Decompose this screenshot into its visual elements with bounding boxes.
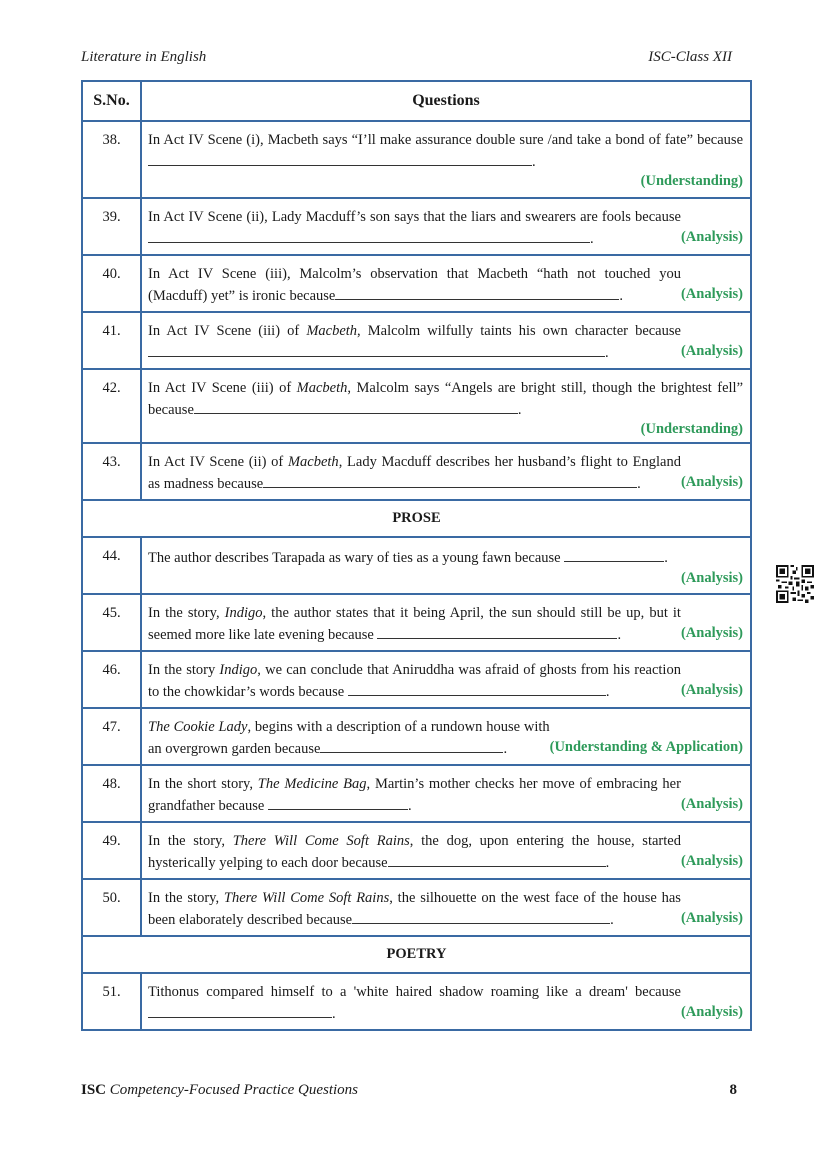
sno-header: S.No.: [82, 81, 141, 121]
question-text: (Analysis) In Act IV Scene (ii) of Macbeth, Lady Macduff describes her husband’s flight to England as madness because .: [141, 443, 751, 500]
question-number: 39.: [82, 198, 141, 255]
answer-blank[interactable]: [268, 795, 408, 810]
answer-blank[interactable]: [148, 342, 605, 357]
question-text: In Act IV Scene (iii) of Macbeth, Malcolm says “Angels are bright still, though the brightest fell” because . (Understanding): [141, 369, 751, 443]
table-row: [82, 537, 751, 594]
question-number: 46.: [82, 651, 141, 708]
table-row: [82, 708, 751, 765]
answer-blank[interactable]: [335, 285, 619, 300]
competency-tag: (Analysis): [680, 852, 743, 869]
answer-blank[interactable]: [377, 624, 617, 639]
competency-tag: (Analysis): [680, 473, 743, 490]
answer-blank[interactable]: [352, 909, 610, 924]
question-text: (Analysis) In the story, There Will Come Soft Rains, the silhouette on the west face of the house has been elaborately described because .: [141, 879, 751, 936]
answer-blank[interactable]: [263, 473, 637, 488]
competency-tag: (Analysis): [680, 342, 743, 359]
table-header-row: [82, 81, 751, 121]
running-header-class: ISC-Class XII: [648, 49, 732, 65]
table-row: [82, 121, 751, 198]
question-text: (Analysis) Tithonus compared himself to a 'white haired shadow roaming like a dream' because .: [141, 973, 751, 1030]
table-row: [82, 879, 751, 936]
competency-tag: (Understanding): [640, 173, 743, 189]
question-text: (Understanding & Application) The Cookie Lady, begins with a description of a rundown house with an overgrown garden because .: [141, 708, 751, 765]
question-number: 47.: [82, 708, 141, 765]
questions-header: Questions: [141, 81, 751, 121]
question-text: (Analysis) In the story Indigo, we can conclude that Aniruddha was afraid of ghosts from his reaction to the chowkidar’s words because .: [141, 651, 751, 708]
answer-blank[interactable]: [564, 547, 664, 562]
table-row: [82, 594, 751, 651]
competency-tag: (Analysis): [680, 285, 743, 302]
question-number: 48.: [82, 765, 141, 822]
question-number: 43.: [82, 443, 141, 500]
question-text: (Analysis) In Act IV Scene (iii), Malcolm’s observation that Macbeth “hath not touched you (Macduff) yet” is ironic because .: [141, 255, 751, 312]
question-text: The author describes Tarapada as wary of ties as a young fawn because . (Analysis): [141, 537, 751, 594]
answer-blank[interactable]: [148, 1003, 332, 1018]
competency-tag: (Analysis): [680, 681, 743, 698]
competency-tag: (Analysis): [680, 909, 743, 926]
section-heading-prose: PROSE: [82, 500, 751, 537]
competency-tag: (Understanding & Application): [549, 738, 743, 755]
question-number: 44.: [82, 537, 141, 594]
table-row: [82, 369, 751, 443]
footer-title: ISC Competency-Focused Practice Questions: [81, 1082, 359, 1098]
questions-table: [81, 80, 752, 1031]
question-text: (Analysis) In the short story, The Medicine Bag, Martin’s mother checks her move of embracing her grandfather because .: [141, 765, 751, 822]
answer-blank[interactable]: [388, 852, 606, 867]
competency-tag: (Analysis): [680, 795, 743, 812]
competency-tag: (Understanding): [640, 421, 743, 437]
answer-blank[interactable]: [194, 399, 518, 414]
section-row-poetry: [82, 936, 751, 973]
answer-blank[interactable]: [320, 738, 503, 753]
page-number: 8: [729, 1082, 737, 1098]
question-number: 49.: [82, 822, 141, 879]
table-row: [82, 255, 751, 312]
section-row-prose: [82, 500, 751, 537]
qr-code-icon: [776, 565, 814, 603]
competency-tag: (Analysis): [680, 569, 743, 586]
answer-blank[interactable]: [148, 228, 590, 243]
table-row: [82, 198, 751, 255]
table-row: [82, 822, 751, 879]
question-number: 51.: [82, 973, 141, 1030]
table-row: [82, 312, 751, 369]
answer-blank[interactable]: [148, 151, 532, 166]
answer-blank[interactable]: [348, 681, 606, 696]
table-row: [82, 765, 751, 822]
competency-tag: (Analysis): [680, 1003, 743, 1020]
question-text: (Analysis) In Act IV Scene (ii), Lady Macduff’s son says that the liars and swearers are fools because.: [141, 198, 751, 255]
table-row: [82, 973, 751, 1030]
question-number: 50.: [82, 879, 141, 936]
question-text: In Act IV Scene (i), Macbeth says “I’ll make assurance double sure /and take a bond of fate” because. (Understanding): [141, 121, 751, 198]
question-text: (Analysis) In Act IV Scene (iii) of Macbeth, Malcolm wilfully taints his own character because.: [141, 312, 751, 369]
question-number: 38.: [82, 121, 141, 198]
competency-tag: (Analysis): [680, 624, 743, 641]
competency-tag: (Analysis): [680, 228, 743, 245]
table-row: [82, 443, 751, 500]
section-heading-poetry: POETRY: [82, 936, 751, 973]
question-number: 45.: [82, 594, 141, 651]
question-text: (Analysis) In the story, Indigo, the author states that it being April, the sun should still be up, but it seemed more like late evening because .: [141, 594, 751, 651]
question-number: 42.: [82, 369, 141, 443]
question-number: 41.: [82, 312, 141, 369]
table-row: [82, 651, 751, 708]
running-header-subject: Literature in English: [81, 49, 207, 65]
question-text: (Analysis) In the story, There Will Come Soft Rains, the dog, upon entering the house, started hysterically yelping to each door because .: [141, 822, 751, 879]
question-number: 40.: [82, 255, 141, 312]
